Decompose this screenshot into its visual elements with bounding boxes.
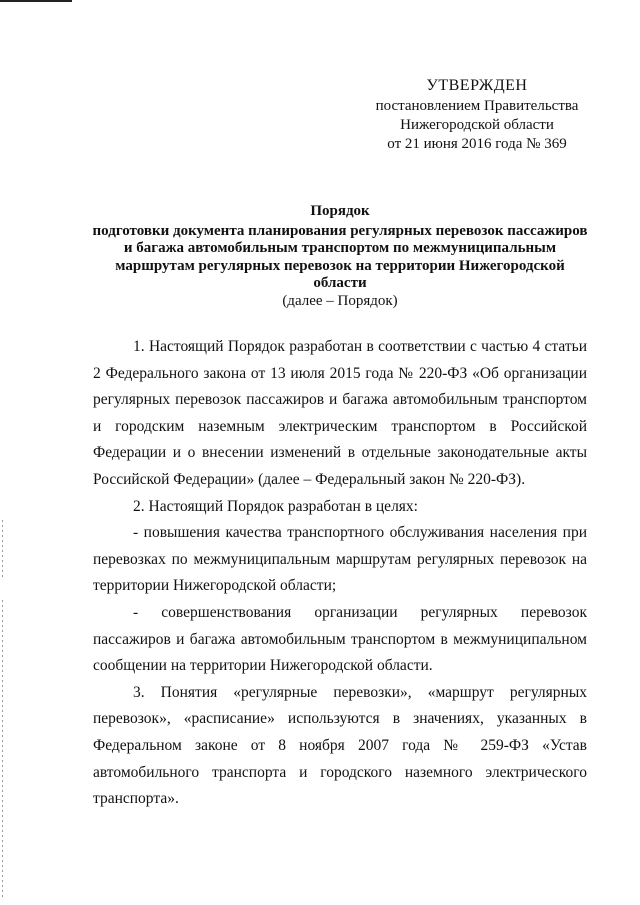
approval-line-2: Нижегородской области bbox=[400, 117, 554, 133]
document-title-block bbox=[90, 203, 590, 310]
paragraph-1: 1. Настоящий Порядок разработан в соответствии с частью 4 статьи 2 Федерального закона от 13 июля 2015 года № 220-ФЗ «Об организации регулярных перевозок пассажиров и багажа автомобильным транспортом и городским наземным электрическим транспортом в Российской Федерации и о внесении изменений в отдельные законодательные акты Российской Федерации» (далее – Федеральный закон № 220-ФЗ). bbox=[93, 338, 587, 488]
approval-stamp bbox=[332, 76, 622, 154]
document-body bbox=[93, 334, 587, 813]
paragraph-2-item-1: - повышения качества транспортного обслуживания населения при перевозках по межмуниципальным маршрутам регулярных перевозок на территории Нижегородской области; bbox=[93, 524, 587, 595]
approval-heading: УТВЕРЖДЕН bbox=[426, 77, 528, 94]
approval-line-1: постановлением Правительства bbox=[375, 98, 579, 114]
document-title: Порядок bbox=[310, 203, 370, 219]
document-subtitle: подготовки документа планирования регулярных перевозок пассажиров и багажа автомобильным транспортом по межмуниципальным маршрутам регулярных перевозок на территории Нижегородской области bbox=[92, 222, 588, 291]
scan-left-edge-lower bbox=[2, 600, 3, 900]
paragraph-2: 2. Настоящий Порядок разработан в целях: bbox=[133, 497, 418, 515]
scan-left-edge-upper bbox=[2, 520, 3, 580]
paragraph-2-item-2: - совершенствования организации регулярных перевозок пассажиров и багажа автомобильным транспортом в межмуниципальном сообщении на территории Нижегородской области. bbox=[93, 603, 587, 675]
approval-line-3: от 21 июня 2016 года № 369 bbox=[387, 136, 567, 152]
paragraph-3: 3. Понятия «регулярные перевозки», «маршрут регулярных перевозок», «расписание» используются в значениях, указанных в Федеральном законе от 8 ноября 2007 года № 259-ФЗ «Устав автомобильного транспорта и городского наземного электрического транспорта». bbox=[93, 683, 587, 808]
document-abbreviation: (далее – Порядок) bbox=[282, 292, 398, 309]
scan-top-rule bbox=[0, 0, 72, 2]
